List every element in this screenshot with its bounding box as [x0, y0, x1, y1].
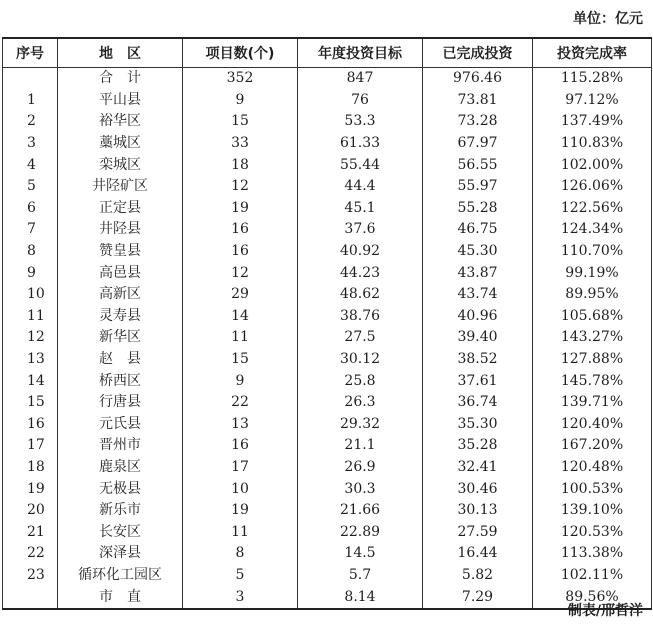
- cell-done: 5.82: [423, 565, 533, 587]
- cell-rate: 97.12%: [533, 90, 652, 112]
- cell-done: 55.97: [423, 176, 533, 198]
- cell-target: 25.8: [298, 370, 423, 392]
- cell-done: 35.28: [423, 435, 533, 457]
- table-row: [3, 133, 652, 155]
- table-row: [3, 500, 652, 522]
- cell-projects: 17: [183, 457, 298, 479]
- credit-label: 制表/邢哲洋: [567, 603, 643, 619]
- cell-seq: 17: [3, 435, 58, 457]
- cell-seq: 10: [3, 284, 58, 306]
- cell-done: 35.30: [423, 414, 533, 436]
- cell-rate: 120.48%: [533, 457, 652, 479]
- cell-done: 43.87: [423, 262, 533, 284]
- cell-seq: 4: [3, 154, 58, 176]
- header-area: 地 区: [58, 38, 183, 68]
- header-projects: 项目数(个): [183, 38, 298, 68]
- cell-area: 鹿泉区: [58, 457, 183, 479]
- cell-area: 正定县: [58, 198, 183, 220]
- cell-rate: 89.95%: [533, 284, 652, 306]
- cell-area: 深泽县: [58, 543, 183, 565]
- cell-seq: 23: [3, 565, 58, 587]
- cell-seq: 3: [3, 133, 58, 155]
- cell-done: 30.46: [423, 478, 533, 500]
- cell-rate: 124.34%: [533, 219, 652, 241]
- cell-area: 无极县: [58, 478, 183, 500]
- cell-rate: 143.27%: [533, 327, 652, 349]
- table-body: [3, 68, 652, 609]
- unit-label: 单位：亿元: [573, 11, 643, 27]
- table-row: [3, 306, 652, 328]
- cell-rate: 115.28%: [533, 68, 652, 90]
- cell-done: 30.13: [423, 500, 533, 522]
- cell-seq: 11: [3, 306, 58, 328]
- cell-target: 48.62: [298, 284, 423, 306]
- cell-projects: 9: [183, 370, 298, 392]
- cell-area: 平山县: [58, 90, 183, 112]
- cell-rate: 137.49%: [533, 111, 652, 133]
- investment-table: [2, 37, 652, 610]
- cell-area: 赵 县: [58, 349, 183, 371]
- table-row: [3, 457, 652, 479]
- cell-done: 56.55: [423, 154, 533, 176]
- cell-projects: 16: [183, 241, 298, 263]
- cell-projects: 8: [183, 543, 298, 565]
- cell-seq: 6: [3, 198, 58, 220]
- cell-projects: 19: [183, 198, 298, 220]
- header-target: 年度投资目标: [298, 38, 423, 68]
- table-row: [3, 435, 652, 457]
- cell-done: 36.74: [423, 392, 533, 414]
- cell-done: 73.81: [423, 90, 533, 112]
- cell-rate: 110.83%: [533, 133, 652, 155]
- cell-target: 40.92: [298, 241, 423, 263]
- header-rate: 投资完成率: [533, 38, 652, 68]
- cell-rate: 139.10%: [533, 500, 652, 522]
- cell-projects: 18: [183, 154, 298, 176]
- cell-target: 30.3: [298, 478, 423, 500]
- cell-seq: 16: [3, 414, 58, 436]
- cell-rate: 100.53%: [533, 478, 652, 500]
- cell-projects: 16: [183, 219, 298, 241]
- header-seq: 序号: [3, 38, 58, 68]
- cell-seq: 13: [3, 349, 58, 371]
- cell-seq: 7: [3, 219, 58, 241]
- table-row: [3, 90, 652, 112]
- cell-area: 高邑县: [58, 262, 183, 284]
- cell-done: 38.52: [423, 349, 533, 371]
- cell-target: 26.9: [298, 457, 423, 479]
- table-row: [3, 284, 652, 306]
- table-row: [3, 68, 652, 90]
- cell-target: 38.76: [298, 306, 423, 328]
- table-row: [3, 241, 652, 263]
- table-row: [3, 327, 652, 349]
- cell-seq: 20: [3, 500, 58, 522]
- cell-area: 行唐县: [58, 392, 183, 414]
- cell-rate: 99.19%: [533, 262, 652, 284]
- cell-done: 73.28: [423, 111, 533, 133]
- table-row: [3, 478, 652, 500]
- table-row: [3, 154, 652, 176]
- cell-rate: 105.68%: [533, 306, 652, 328]
- cell-rate: 89.56%: [533, 586, 652, 609]
- cell-area: 赞皇县: [58, 241, 183, 263]
- table-row: [3, 349, 652, 371]
- cell-area: 市 直: [58, 586, 183, 609]
- cell-target: 5.7: [298, 565, 423, 587]
- cell-rate: 122.56%: [533, 198, 652, 220]
- cell-target: 76: [298, 90, 423, 112]
- cell-area: 长安区: [58, 521, 183, 543]
- cell-projects: 11: [183, 327, 298, 349]
- cell-projects: 14: [183, 306, 298, 328]
- cell-rate: 120.40%: [533, 414, 652, 436]
- cell-target: 30.12: [298, 349, 423, 371]
- cell-projects: 15: [183, 349, 298, 371]
- cell-seq: 18: [3, 457, 58, 479]
- table-row: [3, 543, 652, 565]
- cell-done: 67.97: [423, 133, 533, 155]
- cell-target: 45.1: [298, 198, 423, 220]
- cell-target: 27.5: [298, 327, 423, 349]
- cell-target: 14.5: [298, 543, 423, 565]
- header-row: [3, 38, 652, 68]
- cell-rate: 127.88%: [533, 349, 652, 371]
- cell-done: 32.41: [423, 457, 533, 479]
- table-row: [3, 262, 652, 284]
- cell-area: 栾城区: [58, 154, 183, 176]
- cell-target: 44.23: [298, 262, 423, 284]
- table-row: [3, 586, 652, 609]
- cell-rate: 120.53%: [533, 521, 652, 543]
- cell-done: 16.44: [423, 543, 533, 565]
- cell-projects: 19: [183, 500, 298, 522]
- table-row: [3, 392, 652, 414]
- cell-done: 55.28: [423, 198, 533, 220]
- cell-target: 44.4: [298, 176, 423, 198]
- cell-area: 高新区: [58, 284, 183, 306]
- cell-target: 8.14: [298, 586, 423, 609]
- cell-target: 61.33: [298, 133, 423, 155]
- table-row: [3, 176, 652, 198]
- cell-target: 847: [298, 68, 423, 90]
- cell-seq: [3, 68, 58, 90]
- cell-projects: 33: [183, 133, 298, 155]
- cell-area: 新乐市: [58, 500, 183, 522]
- cell-seq: 12: [3, 327, 58, 349]
- cell-projects: 22: [183, 392, 298, 414]
- cell-seq: 14: [3, 370, 58, 392]
- table-row: [3, 198, 652, 220]
- cell-target: 26.3: [298, 392, 423, 414]
- cell-projects: 11: [183, 521, 298, 543]
- cell-projects: 5: [183, 565, 298, 587]
- cell-projects: 13: [183, 414, 298, 436]
- cell-projects: 16: [183, 435, 298, 457]
- cell-rate: 126.06%: [533, 176, 652, 198]
- cell-rate: 102.00%: [533, 154, 652, 176]
- cell-rate: 139.71%: [533, 392, 652, 414]
- cell-seq: [3, 586, 58, 609]
- cell-seq: 22: [3, 543, 58, 565]
- cell-area: 桥西区: [58, 370, 183, 392]
- table-row: [3, 111, 652, 133]
- cell-area: 循环化工园区: [58, 565, 183, 587]
- cell-area: 裕华区: [58, 111, 183, 133]
- cell-area: 新华区: [58, 327, 183, 349]
- cell-seq: 5: [3, 176, 58, 198]
- cell-area: 灵寿县: [58, 306, 183, 328]
- cell-projects: 352: [183, 68, 298, 90]
- cell-done: 39.40: [423, 327, 533, 349]
- cell-target: 53.3: [298, 111, 423, 133]
- cell-projects: 9: [183, 90, 298, 112]
- cell-area: 晋州市: [58, 435, 183, 457]
- table-row: [3, 414, 652, 436]
- cell-projects: 12: [183, 262, 298, 284]
- table-row: [3, 370, 652, 392]
- cell-area: 井陉县: [58, 219, 183, 241]
- cell-seq: 15: [3, 392, 58, 414]
- cell-done: 37.61: [423, 370, 533, 392]
- cell-target: 21.66: [298, 500, 423, 522]
- cell-target: 55.44: [298, 154, 423, 176]
- table-row: [3, 521, 652, 543]
- cell-done: 7.29: [423, 586, 533, 609]
- cell-target: 21.1: [298, 435, 423, 457]
- cell-seq: 8: [3, 241, 58, 263]
- cell-seq: 21: [3, 521, 58, 543]
- table-row: [3, 565, 652, 587]
- cell-target: 29.32: [298, 414, 423, 436]
- cell-target: 22.89: [298, 521, 423, 543]
- cell-seq: 19: [3, 478, 58, 500]
- cell-seq: 2: [3, 111, 58, 133]
- cell-projects: 3: [183, 586, 298, 609]
- cell-rate: 110.70%: [533, 241, 652, 263]
- cell-seq: 1: [3, 90, 58, 112]
- cell-done: 45.30: [423, 241, 533, 263]
- cell-done: 27.59: [423, 521, 533, 543]
- cell-projects: 15: [183, 111, 298, 133]
- cell-done: 46.75: [423, 219, 533, 241]
- cell-area: 井陉矿区: [58, 176, 183, 198]
- cell-projects: 12: [183, 176, 298, 198]
- cell-projects: 10: [183, 478, 298, 500]
- cell-rate: 145.78%: [533, 370, 652, 392]
- cell-done: 40.96: [423, 306, 533, 328]
- cell-seq: 9: [3, 262, 58, 284]
- cell-target: 37.6: [298, 219, 423, 241]
- cell-area: 合 计: [58, 68, 183, 90]
- cell-area: 元氏县: [58, 414, 183, 436]
- cell-rate: 113.38%: [533, 543, 652, 565]
- cell-done: 43.74: [423, 284, 533, 306]
- cell-done: 976.46: [423, 68, 533, 90]
- cell-projects: 29: [183, 284, 298, 306]
- cell-area: 藁城区: [58, 133, 183, 155]
- table-row: [3, 219, 652, 241]
- header-done: 已完成投资: [423, 38, 533, 68]
- cell-rate: 167.20%: [533, 435, 652, 457]
- cell-rate: 102.11%: [533, 565, 652, 587]
